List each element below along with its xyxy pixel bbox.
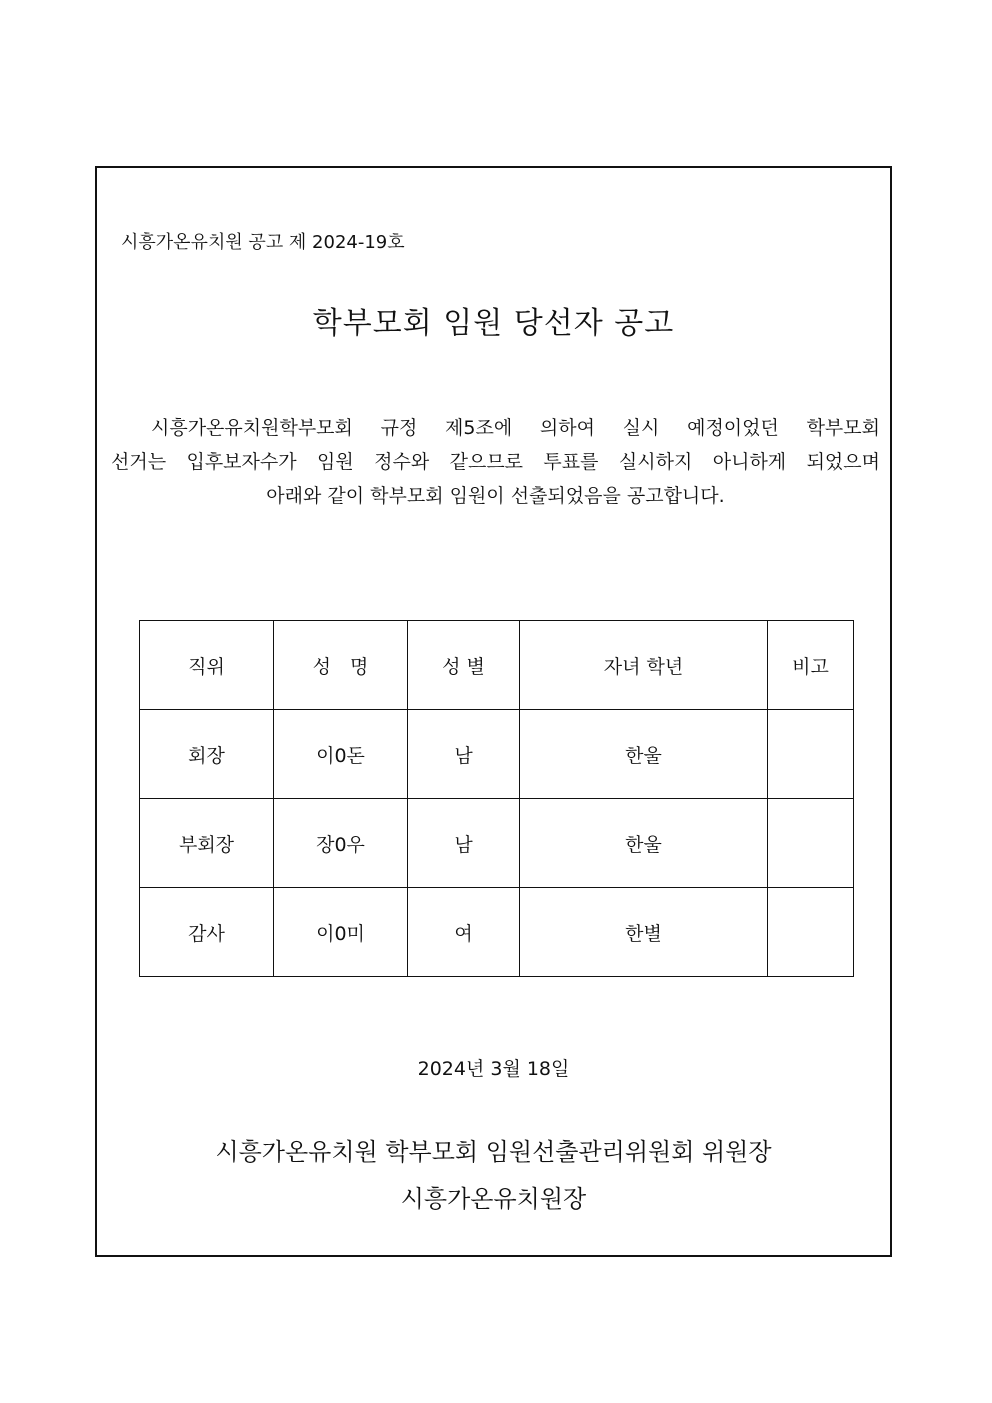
- cell-child-grade: 한별: [520, 888, 768, 977]
- notice-number: 시흥가온유치원 공고 제 2024-19호: [121, 232, 405, 253]
- cell-gender: 남: [408, 710, 520, 799]
- table-header-row: [140, 621, 854, 710]
- notice-frame: [95, 166, 892, 1257]
- table-row: [140, 888, 854, 977]
- cell-child-grade: 한울: [520, 710, 768, 799]
- cell-remarks: [768, 799, 854, 888]
- cell-remarks: [768, 710, 854, 799]
- cell-position: 감사: [140, 888, 274, 977]
- table-row: [140, 799, 854, 888]
- cell-gender: 남: [408, 799, 520, 888]
- officers-table: [139, 620, 854, 977]
- issuer-principal: 시흥가온유치원장: [400, 1185, 587, 1213]
- body-line: 아래와 같이 학부모회 임원이 선출되었음을 공고합니다.: [266, 485, 725, 507]
- document-title: 학부모회 임원 당선자 공고: [312, 306, 675, 341]
- cell-remarks: [768, 888, 854, 977]
- announcement-date: 2024년 3월 18일: [417, 1058, 570, 1080]
- cell-name: 장0우: [274, 799, 408, 888]
- cell-name: 이0돈: [274, 710, 408, 799]
- header-gender: 성 별: [408, 621, 520, 710]
- cell-position: 회장: [140, 710, 274, 799]
- header-child-grade: 자녀 학년: [520, 621, 768, 710]
- body-line: 선거는 입후보자수가 임원 정수와 같으므로 투표를 실시하지 아니하게 되었으며: [111, 451, 880, 473]
- header-remarks: 비고: [768, 621, 854, 710]
- notice-body: [111, 411, 880, 513]
- issuer-committee-chair: 시흥가온유치원 학부모회 임원선출관리위원회 위원장: [215, 1138, 772, 1166]
- header-position: 직위: [140, 621, 274, 710]
- header-name: 성 명: [274, 621, 408, 710]
- table-row: [140, 710, 854, 799]
- body-line: 시흥가온유치원학부모회 규정 제5조에 의하여 실시 예정이었던 학부모회: [151, 417, 880, 439]
- cell-name: 이0미: [274, 888, 408, 977]
- cell-child-grade: 한울: [520, 799, 768, 888]
- cell-gender: 여: [408, 888, 520, 977]
- cell-position: 부회장: [140, 799, 274, 888]
